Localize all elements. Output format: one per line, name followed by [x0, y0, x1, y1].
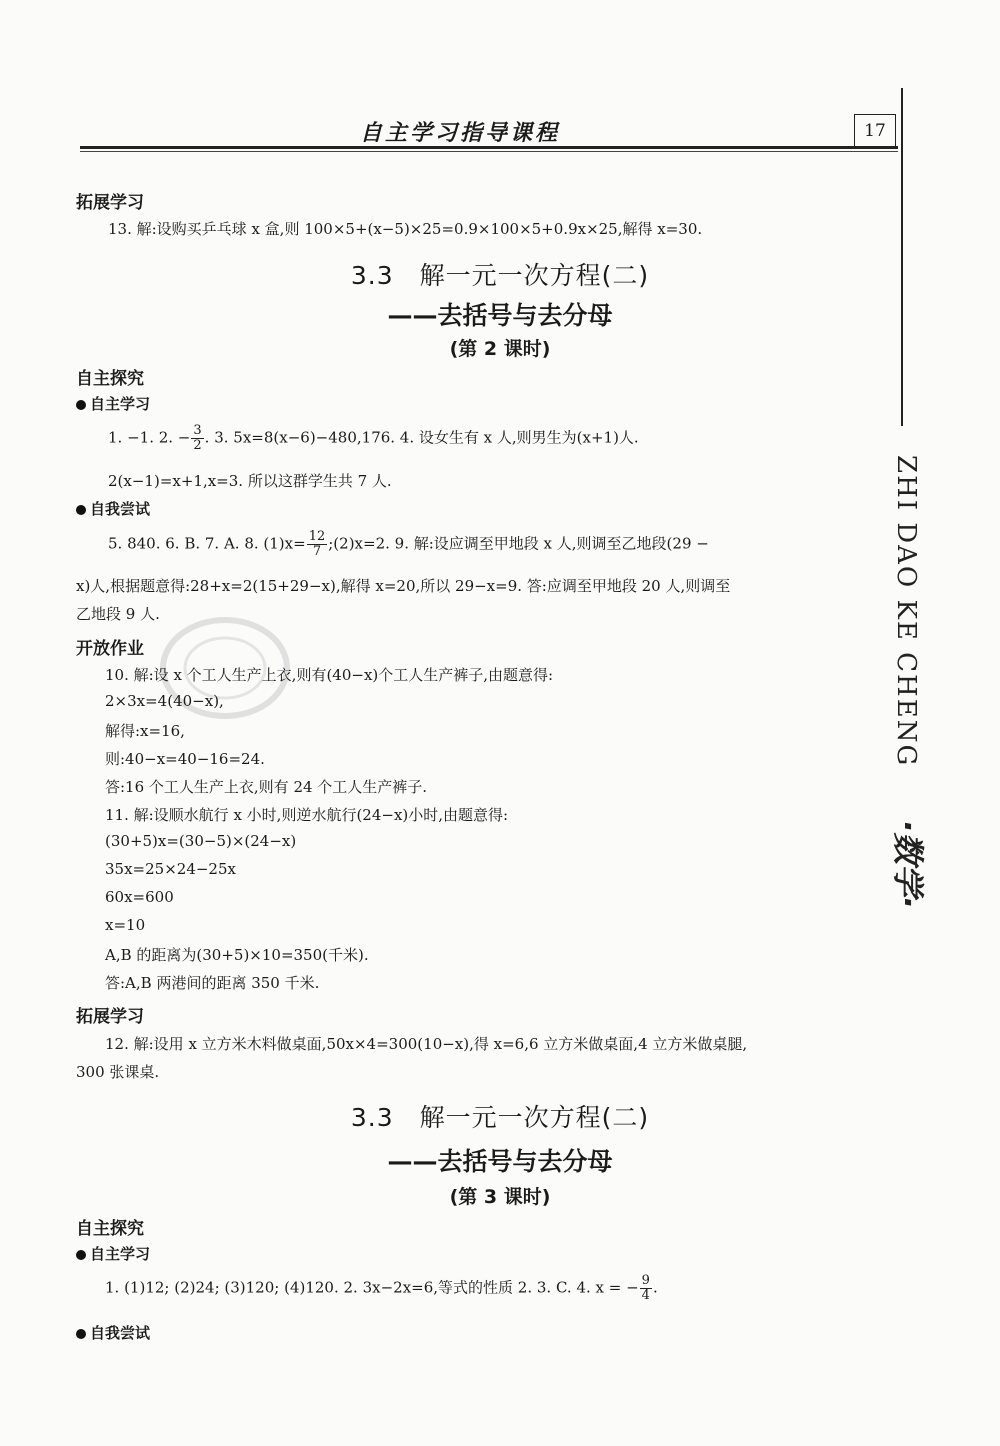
bullet-icon [76, 1329, 86, 1339]
text-run: . [652, 1278, 658, 1297]
fraction [191, 424, 203, 453]
fraction-denominator: 4 [641, 1288, 650, 1303]
fraction-numerator: 3 [193, 423, 202, 438]
lesson2-title: 3.3 解一元一次方程(二) [350, 261, 650, 290]
side-vertical-svg [870, 455, 921, 800]
section-explore: 自主探究 [76, 1219, 144, 1239]
self-study-line-2: 2(x−1)=x+1,x=3. 所以这群学生共 7 人. [108, 472, 392, 490]
answer-11-line-1: 11. 解:设顺水航行 x 小时,则逆水航行(24−x)小时,由题意得: [105, 806, 509, 824]
answer-11-line-3: 35x=25×24−25x [105, 860, 236, 878]
section-explore: 自主探究 [76, 369, 144, 389]
subsection-label: 自我尝试 [90, 500, 151, 518]
lesson3-subtitle: ——去括号与去分母 [387, 1147, 613, 1176]
bullet-icon [76, 400, 86, 410]
answer-11-line-2: (30+5)x=(30−5)×(24−x) [105, 832, 297, 850]
lesson3-period: (第 3 课时) [449, 1186, 551, 1208]
side-subject-text: ·数学· [889, 820, 927, 909]
subsection-self-study [76, 1243, 150, 1264]
subsection-self-try [76, 1322, 150, 1343]
side-vertical-label [870, 455, 921, 800]
section-heading: 拓展学习 [76, 193, 144, 213]
lesson2-period: (第 2 课时) [449, 338, 551, 360]
section-open-homework: 开放作业 [76, 639, 144, 659]
side-vertical-text: ZHI DAO KE CHENG [891, 455, 921, 768]
subsection-label: 自我尝试 [90, 1324, 151, 1342]
answer-10-line-1: 10. 解:设 x 个工人生产上衣,则有(40−x)个工人生产裤子,由题意得: [105, 666, 554, 684]
lesson3-self-study-line-1 [105, 1274, 658, 1303]
answer-12-line-2: 300 张课桌. [76, 1063, 160, 1081]
subsection-label: 自主学习 [90, 395, 151, 413]
fraction [307, 530, 328, 559]
fraction-numerator: 9 [641, 1273, 650, 1288]
header-rule-thin [80, 151, 898, 152]
answer-13: 13. 解:设购买乒乓球 x 盒,则 100×5+(x−5)×25=0.9×100×5+0.9x×25,解得 x=30. [108, 220, 703, 238]
self-try-line-1 [108, 530, 709, 559]
answer-11-line-6: A,B 的距离为(30+5)×10=350(千米). [105, 946, 369, 964]
answer-11-line-5: x=10 [105, 916, 146, 934]
answer-10-line-5: 答:16 个工人生产上衣,则有 24 个工人生产裤子. [105, 778, 428, 796]
text-run: . 3. 5x=8(x−6)−480,176. 4. 设女生有 x 人,则男生为(x+1)人. [204, 428, 639, 447]
subsection-self-try [76, 498, 150, 519]
side-subject [862, 820, 927, 960]
self-try-line-3: 乙地段 9 人. [76, 605, 160, 623]
bullet-icon [76, 505, 86, 515]
lesson3-title: 3.3 解一元一次方程(二) [350, 1103, 650, 1132]
fraction-denominator: 2 [193, 438, 202, 453]
side-subject-svg [862, 820, 927, 960]
header-title: 自主学习指导课程 [359, 121, 560, 146]
section-extend: 拓展学习 [76, 1007, 144, 1027]
answer-10-line-4: 则:40−x=40−16=24. [105, 750, 265, 768]
bullet-icon [76, 1250, 86, 1260]
page-number: 17 [854, 114, 896, 148]
lesson2-subtitle: ——去括号与去分母 [387, 301, 613, 330]
answer-11-line-7: 答:A,B 两港间的距离 350 千米. [105, 974, 320, 992]
answer-11-line-4: 60x=600 [105, 888, 174, 906]
answer-10-line-3: 解得:x=16, [105, 722, 185, 740]
self-study-line-1 [108, 424, 639, 453]
fraction-numerator: 12 [308, 529, 326, 544]
answer-12-line-1: 12. 解:设用 x 立方米木料做桌面,50x×4=300(10−x),得 x=6,6 立方米做桌面,4 立方米做桌腿, [105, 1035, 748, 1053]
text-run: 1. −1. 2. − [108, 428, 191, 447]
subsection-self-study [76, 393, 150, 414]
text-run: ;(2)x=2. 9. 解:设应调至甲地段 x 人,则调至乙地段(29 − [328, 534, 709, 553]
text-run: 5. 840. 6. B. 7. A. 8. (1)x= [108, 534, 306, 553]
answer-10-line-2: 2×3x=4(40−x), [105, 692, 224, 710]
fraction [640, 1274, 652, 1303]
subsection-label: 自主学习 [90, 1245, 151, 1263]
header-rule [80, 146, 898, 149]
fraction-denominator: 7 [312, 544, 322, 559]
text-run: 1. (1)12; (2)24; (3)120; (4)120. 2. 3x−2x=6,等式的性质 2. 3. C. 4. x = − [105, 1278, 639, 1297]
self-try-line-2: x)人,根据题意得:28+x=2(15+29−x),解得 x=20,所以 29−x=9. 答:应调至甲地段 20 人,则调至 [76, 577, 731, 595]
